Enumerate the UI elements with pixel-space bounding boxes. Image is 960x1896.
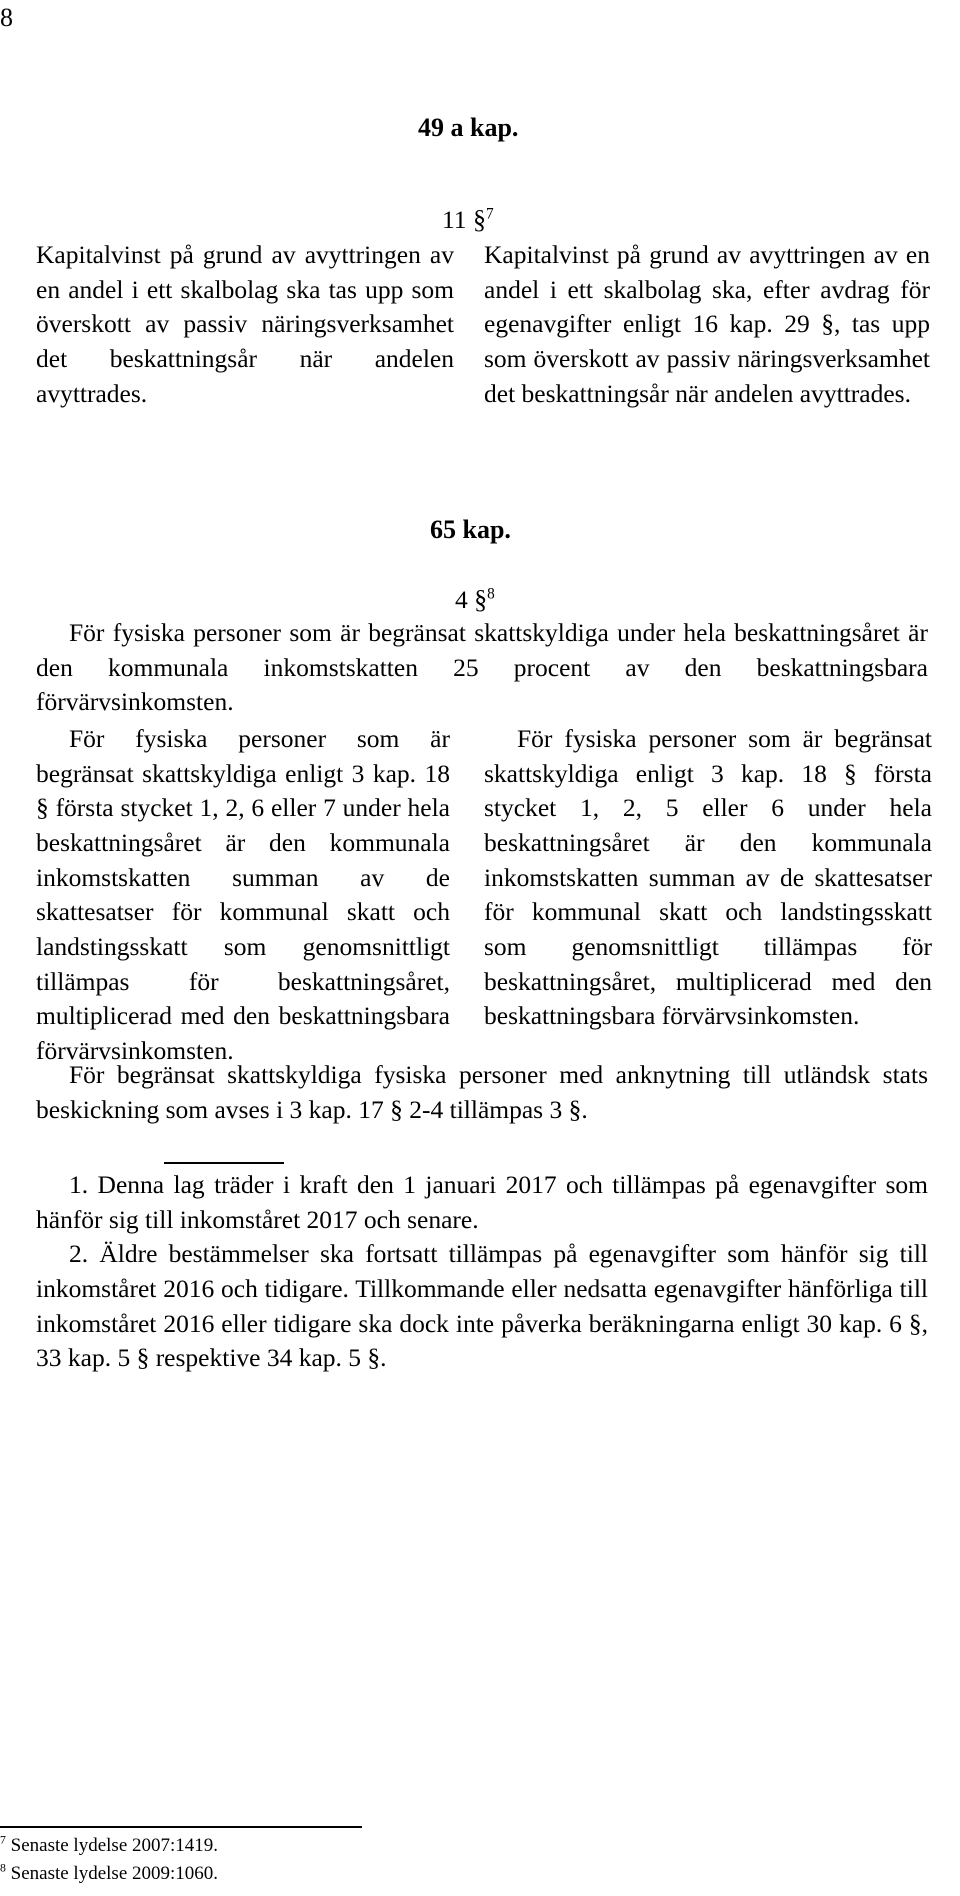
section-label-11: [442, 202, 494, 238]
intro-paragraph: För fysiska personer som är begränsat skattskyldiga under hela beskattningsåret är den kommunala inkomstskatten 25 procent av den beskattningsbara förvärvsinkomsten.: [36, 618, 928, 717]
chapter-65-left-text: [36, 722, 450, 1069]
footnote-rule: [0, 1826, 362, 1828]
chapter-49a-left-text: [36, 238, 454, 411]
footnote-mark: 7: [0, 1833, 6, 1847]
section-sign: §: [474, 585, 488, 614]
chapter-65-right-text: [484, 722, 932, 1034]
footnote-mark: 8: [0, 1861, 6, 1875]
footnote-8: [0, 1862, 218, 1887]
chapter-65-closing: [36, 1058, 928, 1127]
transitional-item-1: 1. Denna lag träder i kraft den 1 januari 2017 och tillämpas på egenavgifter som hänför sig till inkomståret 2017 och senare.: [36, 1170, 928, 1234]
section-label-4: [455, 582, 495, 618]
new-wording-paragraph: För fysiska personer som är begränsat skattskyldiga enligt 3 kap. 18 § första stycket 1, 2, 5 eller 6 under hela beskattningsåret är den kommunala inkomstskatten summan av de skattesatser för kommunal skatt och landstingsskatt som genomsnittligt tillämpas för beskattningsåret, multiplicerad med den beskattningsbara förvärvsinkomsten.: [484, 724, 932, 1031]
section-number: 4: [455, 585, 468, 614]
old-wording-paragraph: För fysiska personer som är begränsat skattskyldiga enligt 3 kap. 18 § första stycket 1, 2, 6 eller 7 under hela beskattningsåret är den kommunala inkomstskatten summan av de skattesatser för kommunal skatt och landstingsskatt som genomsnittligt tillämpas för beskattningsåret, multiplicerad med den beskattningsbara förvärvsinkomsten.: [36, 724, 450, 1066]
footnote-7: [0, 1834, 218, 1859]
transitional-item-2: 2. Äldre bestämmelser ska fortsatt tillämpas på egenavgifter som hänför sig till inkomståret 2016 och tidigare. Tillkommande eller nedsatta egenavgifter hänförliga till inkomståret 2016 eller tidigare ska dock inte påverka beräkningarna enligt 30 kap. 6 §, 33 kap. 5 § respektive 34 kap. 5 §.: [36, 1239, 928, 1373]
chapter-49a-right-text: [484, 238, 930, 411]
chapter-65-intro: [36, 616, 928, 720]
section-sign: §: [472, 205, 486, 234]
transitional-provisions: [36, 1168, 928, 1376]
chapter-heading-65: 65 kap.: [430, 515, 511, 544]
chapter-heading-49a: 49 a kap.: [418, 113, 519, 142]
new-wording-paragraph: Kapitalvinst på grund av avyttringen av en andel i ett skalbolag ska, efter avdrag för egenavgifter enligt 16 kap. 29 §, tas upp som överskott av passiv näringsverksamhet det beskattningsår när andelen avyttrades.: [484, 240, 930, 408]
footnote-ref-8: 8: [487, 585, 495, 603]
footnote-ref-7: 7: [485, 205, 494, 223]
footnote-text: Senaste lydelse 2007:1419.: [10, 1835, 219, 1856]
section-number: 11: [442, 205, 467, 234]
old-wording-paragraph: Kapitalvinst på grund av avyttringen av en andel i ett skalbolag ska tas upp som överskott av passiv näringsverksamhet det beskattningsår när andelen avyttrades.: [36, 240, 454, 408]
footnote-text: Senaste lydelse 2009:1060.: [10, 1863, 219, 1884]
closing-paragraph: För begränsat skattskyldiga fysiska personer med anknytning till utländsk stats beskickning som avses i 3 kap. 17 § 2-4 tillämpas 3 §.: [36, 1060, 928, 1124]
page-number: 8: [0, 3, 13, 32]
separator-rule: [164, 1162, 284, 1164]
